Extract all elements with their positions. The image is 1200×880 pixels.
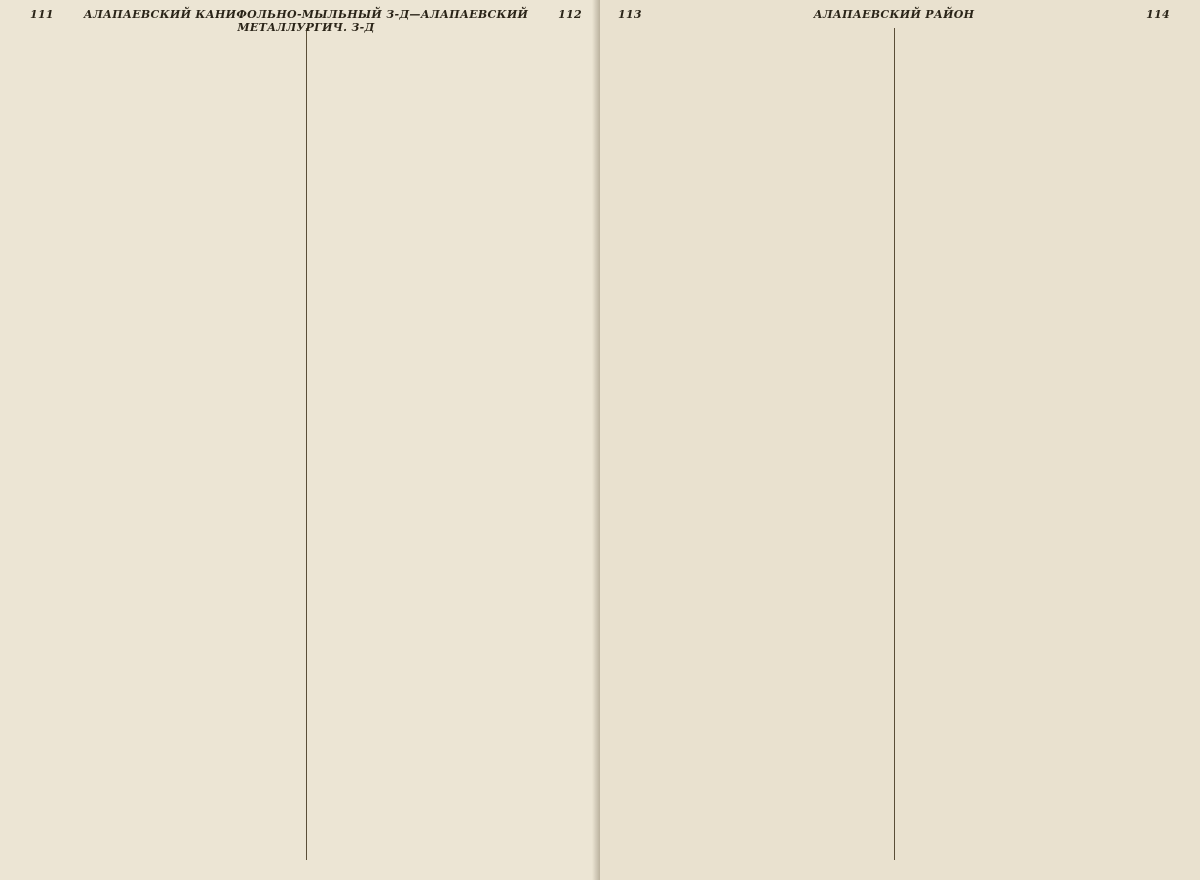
- text-column-2: [315, 28, 583, 860]
- column-divider: [894, 28, 895, 860]
- page-number: 113: [618, 8, 642, 21]
- running-head-title: АЛАПАЕВСКИЙ РАЙОН: [813, 8, 975, 21]
- text-column-4: [903, 28, 1171, 860]
- page-number: 112: [558, 8, 582, 21]
- running-head-title: АЛАПАЕВСКИЙ КАНИФОЛЬНО-МЫЛЬНЫЙ З-Д—АЛАПАЕВСКИЙ МЕТАЛЛУРГИЧ. З-Д: [83, 8, 529, 34]
- page-number: 114: [1146, 8, 1170, 21]
- page-number: 111: [30, 8, 54, 21]
- right-running-head: [618, 8, 1170, 26]
- text-column-1: [30, 28, 298, 860]
- left-running-head: [30, 8, 582, 34]
- column-divider: [306, 28, 307, 860]
- right-page: [600, 0, 1200, 880]
- text-column-3: [618, 28, 886, 860]
